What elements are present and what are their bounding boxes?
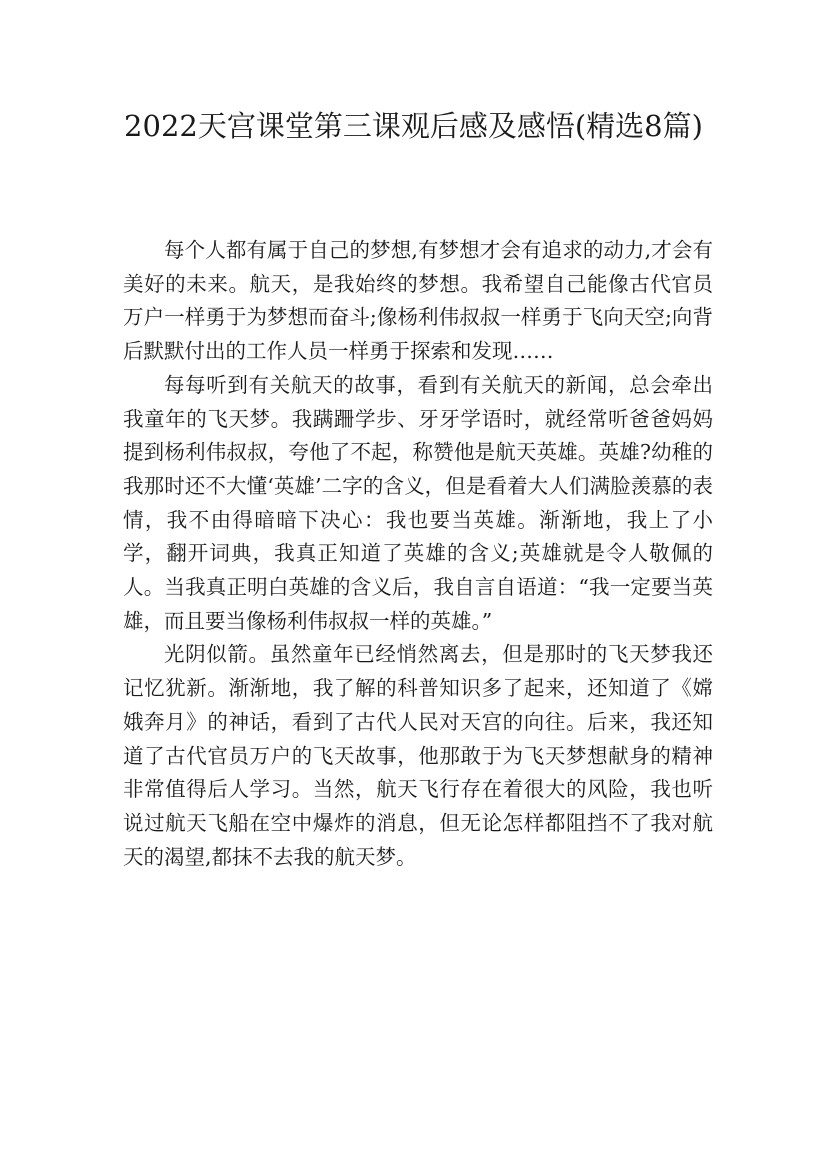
paragraph: 每每听到有关航天的故事，看到有关航天的新闻，总会牵出我童年的飞天梦。我蹒跚学步、牙牙学语时，就经常听爸爸妈妈提到杨利伟叔叔，夸他了不起，称赞他是航天英雄。英雄?幼稚的我那时还不大懂‘英雄’二字的含义，但是看着大人们满脸羡慕的表情，我不由得暗暗下决心：我也要当英雄。渐渐地，我上了小学，翻开词典，我真正知道了英雄的含义;英雄就是令人敬佩的人。当我真正明白英雄的含义后，我自言自语道：“我一定要当英雄，而且要当像杨利伟叔叔一样的英雄。” (123, 372, 713, 633)
document-body (123, 234, 713, 874)
paragraph: 每个人都有属于自己的梦想,有梦想才会有追求的动力,才会有美好的未来。航天，是我始终的梦想。我希望自己能像古代官员万户一样勇于为梦想而奋斗;像杨利伟叔叔一样勇于飞向天空;向背后默默付出的工作人员一样勇于探索和发现…… (123, 238, 713, 364)
paragraph: 光阴似箭。虽然童年已经悄然离去，但是那时的飞天梦我还记忆犹新。渐渐地，我了解的科普知识多了起来，还知道了《嫦娥奔月》的神话，看到了古代人民对天宫的向往。后来，我还知道了古代官员万户的飞天故事，他那敢于为飞天梦想献身的精神非常值得后人学习。当然，航天飞行存在着很大的风险，我也听说过航天飞船在空中爆炸的消息，但无论怎样都阻挡不了我对航天的渴望,都抹不去我的航天梦。 (123, 642, 713, 869)
document-title: 2022天宫课堂第三课观后感及感悟(精选8篇) (124, 109, 703, 143)
